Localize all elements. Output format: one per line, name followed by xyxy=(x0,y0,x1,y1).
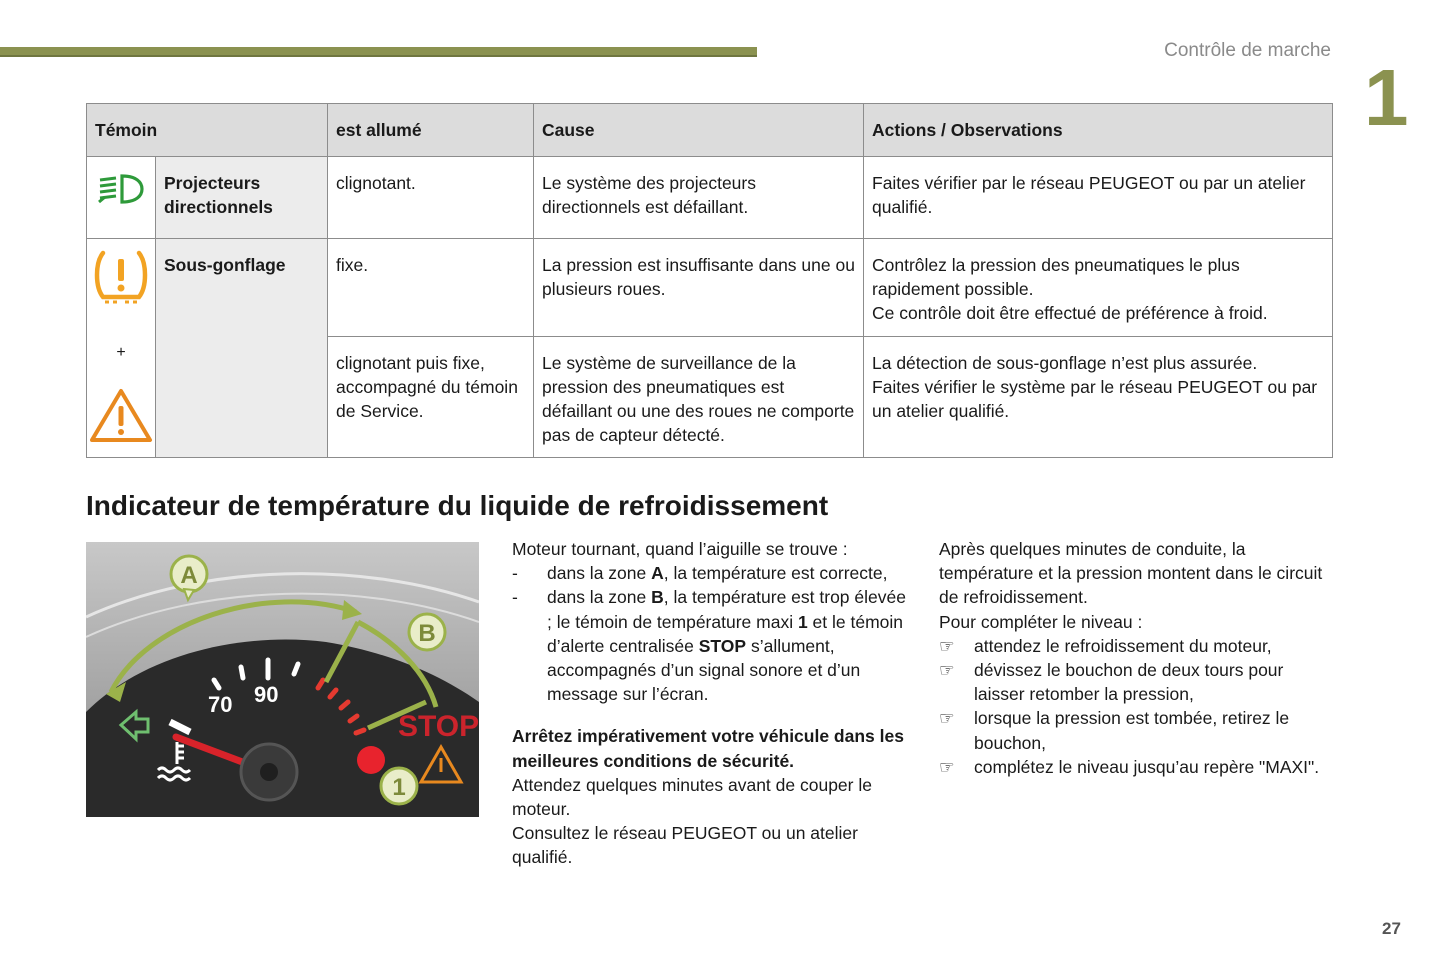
list-marker: - xyxy=(512,563,518,584)
zone-b-label: B xyxy=(418,620,436,647)
warning-lights-table xyxy=(86,103,1333,458)
step-text: lorsque la pression est tombée, retirez le bouchon, xyxy=(974,708,1290,753)
action-line: Faites vérifier le système par le réseau PEUGEOT ou par un atelier qualifié. xyxy=(872,376,1318,421)
column-header-state: est allumé xyxy=(328,104,534,157)
header-accent-line xyxy=(0,55,757,57)
icon-cell xyxy=(87,157,156,239)
text-run: , la température est trop élevée ; le témoin de température maxi xyxy=(547,587,906,632)
tick-label-90: 90 xyxy=(254,682,279,707)
table-row xyxy=(87,157,1333,239)
table-row xyxy=(87,239,1333,337)
gauge-drawing xyxy=(86,542,479,817)
icon-cell xyxy=(87,239,156,458)
list-marker: - xyxy=(512,587,518,608)
max-temperature-lamp xyxy=(357,746,385,774)
lamp-action xyxy=(864,239,1333,337)
text-run: , la température est correcte, xyxy=(663,563,888,584)
text-run: dans la zone xyxy=(547,587,652,608)
instruction-line: Attendez quelques minutes avant de couper le moteur. xyxy=(512,774,872,820)
coolant-right-column xyxy=(939,537,1324,779)
lamp-1-label: 1 xyxy=(392,774,406,801)
list-item xyxy=(939,755,1324,779)
text-run: dans la zone xyxy=(547,563,652,584)
lamp-action xyxy=(864,336,1333,457)
service-warning-icon xyxy=(89,387,153,443)
bold-run: B xyxy=(651,587,664,608)
step-text: dévissez le bouchon de deux tours pour laisser retomber la pression, xyxy=(974,660,1284,705)
lamp-state: clignotant. xyxy=(328,157,534,239)
bold-run: STOP xyxy=(698,635,747,656)
instruction-line: Consultez le réseau PEUGEOT ou un atelier qualifié. xyxy=(512,823,858,868)
table-header-row xyxy=(87,104,1333,157)
bold-run: 1 xyxy=(797,611,808,632)
text-run: et le témoin d’alerte centralisée xyxy=(547,611,904,656)
section-title: Contrôle de marche xyxy=(1164,40,1331,61)
list-item xyxy=(512,585,912,706)
column-header-cause: Cause xyxy=(534,104,864,157)
step-text: attendez le refroidissement du moteur, xyxy=(974,635,1272,656)
tyre-pressure-icon xyxy=(91,247,151,307)
pointing-hand-icon: ☞ xyxy=(939,660,955,681)
lamp-name-directional: Projecteurs directionnels xyxy=(156,157,328,239)
chapter-number: 1 xyxy=(1364,53,1409,142)
coolant-section-heading: Indicateur de température du liquide de refroidissement xyxy=(86,490,829,521)
pointing-hand-icon: ☞ xyxy=(939,708,955,729)
lamp-action: Faites vérifier par le réseau PEUGEOT ou par un atelier qualifié. xyxy=(864,157,1333,239)
intro-text: Pour compléter le niveau : xyxy=(939,611,1143,632)
refill-steps-list xyxy=(939,634,1324,779)
text-run: s’allument, accompagnés d’un signal sonore et d’un message sur l’écran. xyxy=(547,635,861,705)
coolant-middle-column xyxy=(512,537,912,870)
pointing-hand-icon: ☞ xyxy=(939,635,955,656)
tick-label-70: 70 xyxy=(208,692,233,717)
bold-run: A xyxy=(651,563,664,584)
intro-text: Après quelques minutes de conduite, la température et la pression montent dans le circuit de refroidissement. xyxy=(939,539,1323,608)
pointing-hand-icon: ☞ xyxy=(939,756,955,777)
plus-sign: + xyxy=(116,344,126,361)
page-number: 27 xyxy=(1382,919,1401,938)
directional-headlamp-icon xyxy=(96,171,146,207)
column-header-temoin: Témoin xyxy=(87,104,328,157)
list-item xyxy=(512,561,912,585)
list-item xyxy=(939,634,1324,658)
list-item xyxy=(939,706,1324,754)
safety-warning: Arrêtez impérativement votre véhicule dans les meilleures conditions de sécurité. xyxy=(512,726,904,771)
step-text: complétez le niveau jusqu’au repère "MAXI". xyxy=(974,756,1320,777)
lamp-state: clignotant puis fixe, accompagné du témoin de Service. xyxy=(328,336,534,457)
action-line: Ce contrôle doit être effectué de préférence à froid. xyxy=(872,303,1268,323)
intro-text: Moteur tournant, quand l’aiguille se trouve : xyxy=(512,539,848,559)
stop-warning-lamp: STOP xyxy=(398,710,479,743)
column-header-actions: Actions / Observations xyxy=(864,104,1333,157)
lamp-cause: La pression est insuffisante dans une ou plusieurs roues. xyxy=(534,239,864,337)
action-line: La détection de sous-gonflage n’est plus assurée. xyxy=(872,352,1258,373)
zone-list xyxy=(512,561,912,706)
coolant-gauge-illustration xyxy=(86,542,479,817)
lamp-state: fixe. xyxy=(328,239,534,337)
zone-a-label: A xyxy=(180,562,198,589)
list-item xyxy=(939,658,1324,706)
lamp-cause: Le système des projecteurs directionnels est défaillant. xyxy=(534,157,864,239)
lamp-cause: Le système de surveillance de la pression des pneumatiques est défaillant ou une des roues ne comporte pas de capteur détecté. xyxy=(534,336,864,457)
lamp-name-underinflation: Sous-gonflage xyxy=(156,239,328,458)
action-line: Contrôlez la pression des pneumatiques le plus rapidement possible. xyxy=(872,255,1240,299)
